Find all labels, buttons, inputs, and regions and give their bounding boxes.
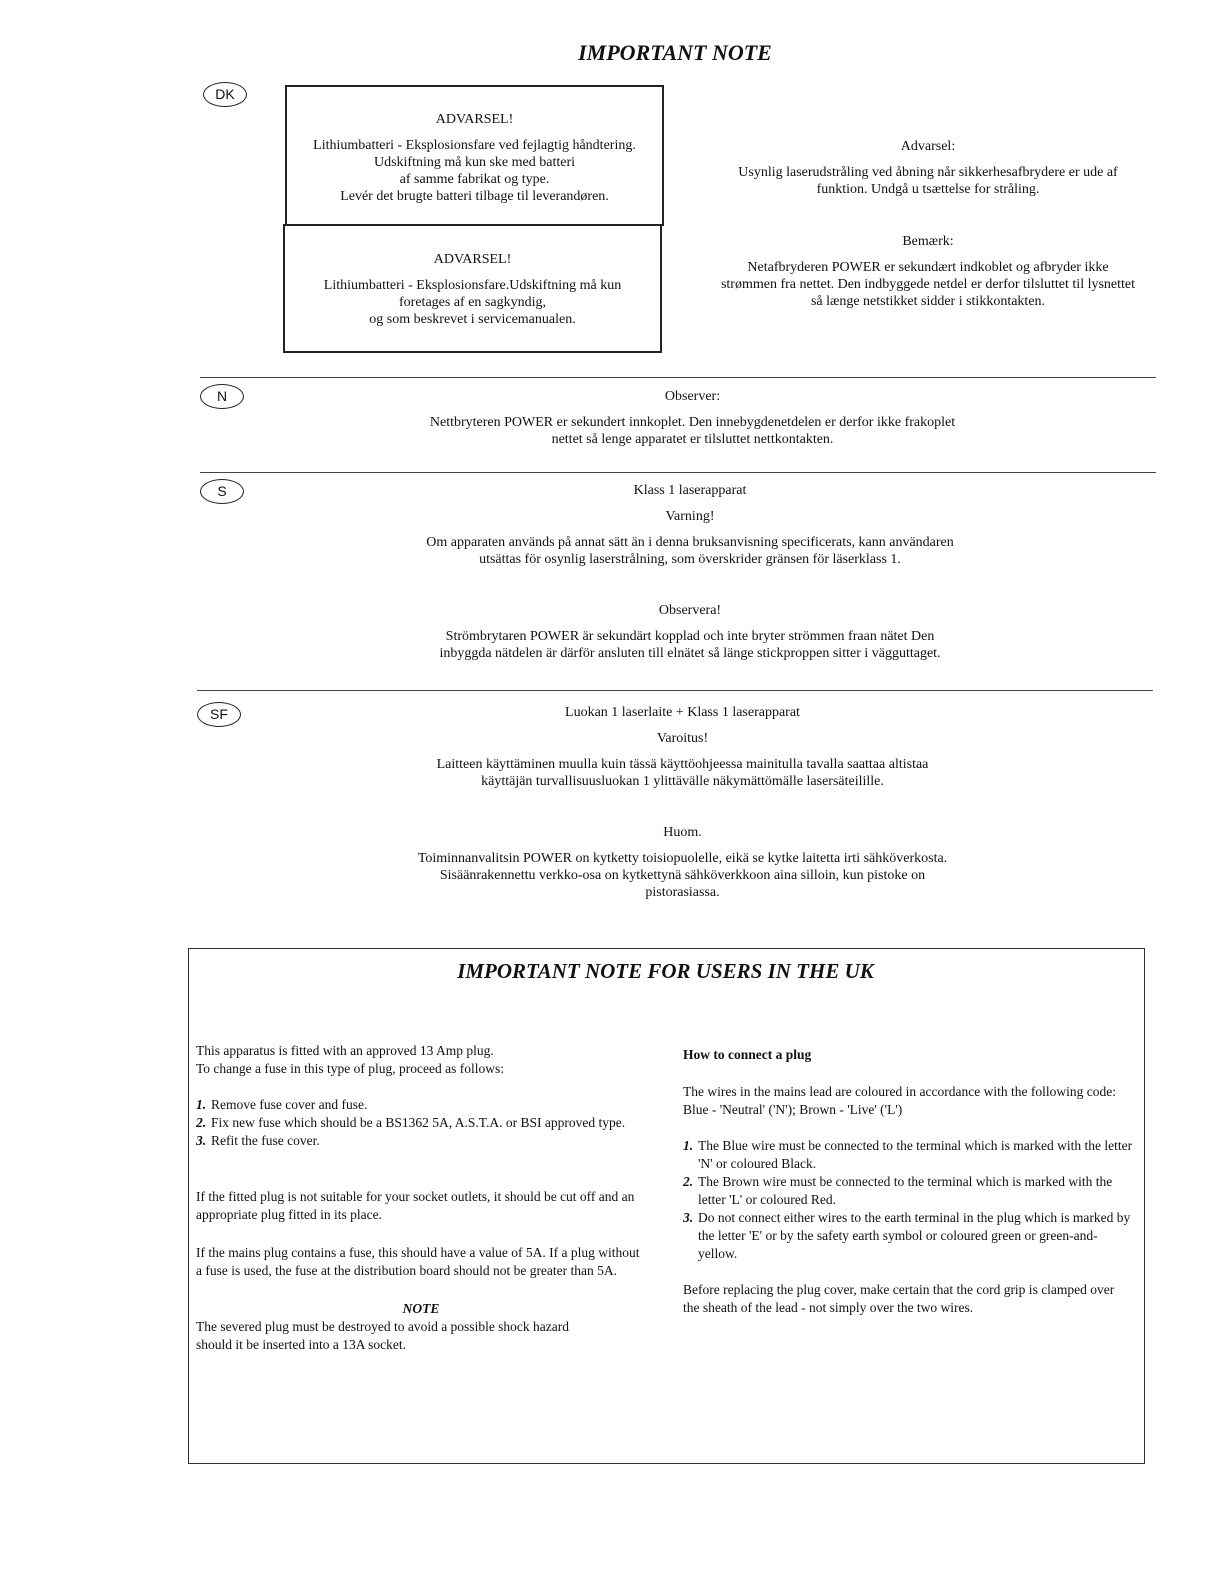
sf-laser-warning: [300, 704, 1065, 790]
step-text: Remove fuse cover and fuse.: [211, 1097, 368, 1112]
laser-class-label: Luokan 1 laserlaite + Klass 1 laserapparat: [565, 705, 800, 720]
text-line: funktion. Undgå u tsættelse for stråling.: [816, 182, 1040, 197]
text-line: Laitteen käyttäminen muulla kuin tässä käyttöohjeessa mainitulla tavalla saattaa altistaa: [436, 757, 929, 772]
uk-plug-instructions: [683, 1046, 1133, 1317]
text-line: utsättas för osynlig laserstrålning, som överskrider gränsen för läserklass 1.: [479, 552, 901, 567]
text-line: käyttäjän turvallisuusluokan 1 ylittävälle näkymättömälle lasersäteilille.: [481, 774, 884, 789]
section-heading: Huom.: [663, 825, 702, 840]
list-item: [196, 1132, 646, 1150]
box-line: Levér det brugte batteri tilbage til leverandøren.: [340, 189, 609, 204]
box-line: af samme fabrikat og type.: [399, 172, 550, 187]
n-power-note: [300, 388, 1085, 448]
country-badge-sf: SF: [197, 702, 241, 727]
note-text: The severed plug must be destroyed to avoid a possible shock hazard should it be inserted into a 13A socket.: [196, 1319, 570, 1352]
text-line: Strömbrytaren POWER är sekundärt kopplad och inte bryter strömmen fraan nätet Den: [445, 629, 935, 644]
uk-fuse-instructions: [196, 1042, 646, 1354]
uk-note-title: IMPORTANT NOTE FOR USERS IN THE UK: [457, 959, 874, 983]
paragraph: If the mains plug contains a fuse, this should have a value of 5A. If a plug without a fuse is used, the fuse at the distribution board should not be greater than 5A.: [196, 1245, 640, 1278]
s-laser-warning: [300, 482, 1080, 568]
section-heading: Observera!: [658, 603, 722, 618]
page-title: IMPORTANT NOTE: [578, 40, 772, 65]
divider: [197, 690, 1153, 691]
list-item: [683, 1209, 1133, 1263]
list-item: [683, 1137, 1133, 1173]
divider: [200, 377, 1156, 378]
country-badge-s: S: [200, 479, 244, 504]
text-line: pistorasiassa.: [645, 885, 720, 900]
text-line: inbyggda nätdelen är därför ansluten till elnätet så länge stickproppen sitter i vägguttaget.: [439, 646, 941, 661]
box-line: Lithiumbatteri - Eksplosionsfare.Udskiftning må kun: [323, 278, 622, 293]
note-heading: NOTE: [402, 1301, 440, 1316]
section-heading: Varoitus!: [656, 731, 709, 746]
section-heading: Bemærk:: [902, 234, 954, 249]
step-text: Do not connect either wires to the earth terminal in the plug which is marked by the letter 'E' or by the safety earth symbol or coloured green or green-and-yellow.: [698, 1210, 1131, 1261]
s-power-note: [300, 602, 1080, 662]
text-line: Nettbryteren POWER er sekundert innkoplet. Den innebygdenetdelen er derfor ikke frakoplet: [429, 415, 956, 430]
paragraph: If the fitted plug is not suitable for your socket outlets, it should be cut off and an appropriate plug fitted in its place.: [196, 1189, 635, 1222]
text-line: This apparatus is fitted with an approved 13 Amp plug.: [196, 1043, 494, 1058]
paragraph: Before replacing the plug cover, make certain that the cord grip is clamped over the sheath of the lead - not simply over the two wires.: [683, 1282, 1115, 1315]
box-line: foretages af en sagkyndig,: [399, 295, 546, 310]
section-heading: Varning!: [665, 509, 715, 524]
step-text: The Blue wire must be connected to the terminal which is marked with the letter 'N' or coloured Black.: [698, 1138, 1133, 1171]
step-number: 1.: [683, 1138, 694, 1153]
divider: [200, 472, 1156, 473]
country-badge-dk: DK: [203, 82, 247, 107]
step-number: 3.: [683, 1210, 694, 1225]
section-heading: Observer:: [664, 389, 721, 404]
step-text: The Brown wire must be connected to the terminal which is marked with the letter 'L' or coloured Red.: [698, 1174, 1113, 1207]
dk-warning-box-2: [283, 224, 662, 353]
colour-code: Blue - 'Neutral' ('N'); Brown - 'Live' ('L'): [683, 1102, 903, 1117]
text-line: Om apparaten används på annat sätt än i denna bruksanvisning specificerats, kann användaren: [426, 535, 954, 550]
step-number: 3.: [196, 1133, 207, 1148]
step-number: 2.: [196, 1115, 207, 1130]
text-line: strømmen fra nettet. Den indbyggede netdel er derfor tilsluttet til lysnettet: [720, 277, 1136, 292]
sf-power-note: [300, 824, 1065, 901]
list-item: [683, 1173, 1133, 1209]
section-heading: How to connect a plug: [683, 1047, 812, 1062]
paragraph: The wires in the mains lead are coloured in accordance with the following code:: [683, 1084, 1116, 1099]
text-line: så længe netstikket sidder i stikkontakten.: [810, 294, 1046, 309]
text-line: Toiminnanvalitsin POWER on kytketty toisiopuolelle, eikä se kytke laitetta irti sähköverkosta.: [417, 851, 948, 866]
dk-power-note: [700, 233, 1156, 310]
box-line: Lithiumbatteri - Eksplosionsfare ved fejlagtig håndtering.: [313, 138, 636, 153]
text-line: nettet så lenge apparatet er tilsluttet nettkontakten.: [551, 432, 834, 447]
list-item: [196, 1114, 646, 1132]
box-line: Udskiftning må kun ske med batteri: [373, 155, 576, 170]
text-line: Usynlig laserudstråling ved åbning når sikkerhesafbrydere er ude af: [738, 165, 1118, 180]
text-line: Sisäänrakennettu verkko-osa on kytkettynä sähköverkkoon aina silloin, kun pistoke on: [439, 868, 926, 883]
list-item: [196, 1096, 646, 1114]
dk-warning-box-1: [285, 85, 664, 226]
step-number: 1.: [196, 1097, 207, 1112]
country-badge-n: N: [200, 384, 244, 409]
box-heading: ADVARSEL!: [433, 252, 512, 267]
step-number: 2.: [683, 1174, 694, 1189]
step-text: Fix new fuse which should be a BS1362 5A, A.S.T.A. or BSI approved type.: [211, 1115, 626, 1130]
text-line: To change a fuse in this type of plug, proceed as follows:: [196, 1061, 504, 1076]
box-line: og som beskrevet i servicemanualen.: [369, 312, 576, 327]
laser-class-label: Klass 1 laserapparat: [633, 483, 747, 498]
dk-laser-warning: [700, 138, 1156, 198]
box-heading: ADVARSEL!: [435, 112, 514, 127]
section-heading: Advarsel:: [900, 139, 956, 154]
step-text: Refit the fuse cover.: [211, 1133, 320, 1148]
text-line: Netafbryderen POWER er sekundært indkoblet og afbryder ikke: [747, 260, 1109, 275]
